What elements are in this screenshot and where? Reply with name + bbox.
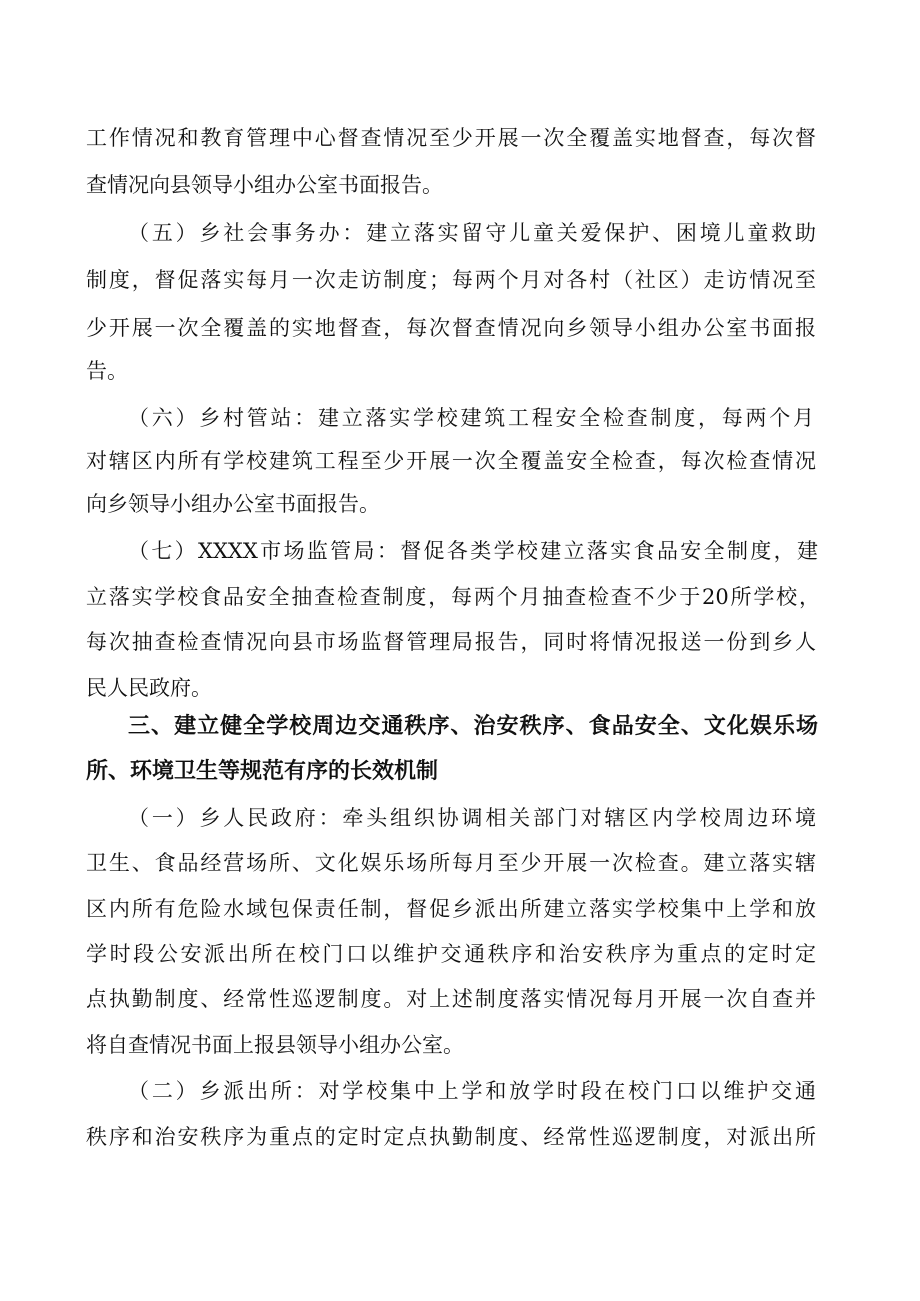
text-line: 学时段公安派出所在校门口以维护交通秩序和治安秩序为重点的定时定 — [86, 942, 816, 966]
text-line: 向乡领导小组办公室书面报告。 — [86, 492, 380, 516]
text-line: 制度，督促落实每月一次走访制度；每两个月对各村（社区）走访情况至 — [86, 268, 816, 292]
text-line: 民人民政府。 — [86, 676, 212, 700]
text-line: 点执勤制度、经常性巡逻制度。对上述制度落实情况每月开展一次自查并 — [86, 987, 816, 1011]
text-line: 立落实学校食品安全抽查检查制度，每两个月抽查检查不少于20所学校， — [86, 585, 820, 609]
text-line: 每次抽查检查情况向县市场监督管理局报告，同时将情况报送一份到乡人 — [86, 630, 816, 654]
paragraph-six-start: （六）乡村管站：建立落实学校建筑工程安全检查制度，每两个月 — [128, 406, 814, 430]
text-line: 对辖区内所有学校建筑工程至少开展一次全覆盖安全检查，每次检查情况 — [86, 449, 816, 473]
text-line: 将自查情况书面上报县领导小组办公室。 — [86, 1033, 464, 1057]
paragraph-five-start: （五）乡社会事务办：建立落实留守儿童关爱保护、困境儿童救助 — [128, 221, 816, 245]
text-line: 秩序和治安秩序为重点的定时定点执勤制度、经常性巡逻制度，对派出所 — [86, 1125, 816, 1149]
section-three-heading-cont: 所、环境卫生等规范有序的长效机制 — [86, 759, 439, 784]
text-line: 区内所有危险水域包保责任制，督促乡派出所建立落实学校集中上学和放 — [86, 897, 816, 921]
paragraph-seven-start: （七）XXXX市场监管局：督促各类学校建立落实食品安全制度，建 — [128, 539, 818, 563]
text-line: 告。 — [86, 359, 128, 383]
text-line: 卫生、食品经营场所、文化娱乐场所每月至少开展一次检查。建立落实辖 — [86, 851, 816, 875]
paragraph-one-start: （一）乡人民政府：牵头组织协调相关部门对辖区内学校周边环境 — [128, 806, 816, 830]
text-line: 少开展一次全覆盖的实地督查，每次督查情况向乡领导小组办公室书面报 — [86, 316, 816, 340]
text-line: 查情况向县领导小组办公室书面报告。 — [86, 173, 443, 197]
text-line: 工作情况和教育管理中心督查情况至少开展一次全覆盖实地督查，每次督 — [86, 126, 816, 150]
paragraph-two-start: （二）乡派出所：对学校集中上学和放学时段在校门口以维护交通 — [128, 1079, 816, 1103]
section-three-heading: 三、建立健全学校周边交通秩序、治安秩序、食品安全、文化娱乐场 — [128, 714, 818, 739]
